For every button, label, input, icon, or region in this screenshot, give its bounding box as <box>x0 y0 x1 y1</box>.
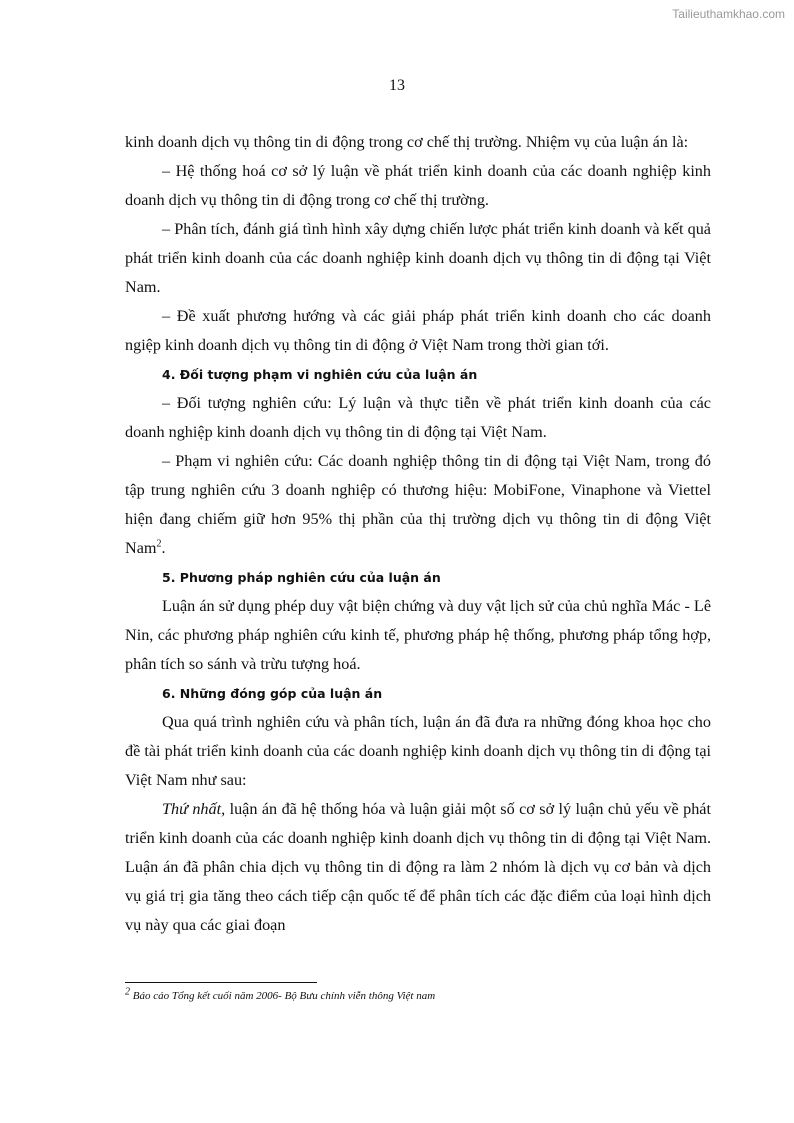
paragraph-task-3: – Đề xuất phương hướng và các giải pháp phát triển kinh doanh cho các doanh ngiệp kinh doanh dịch vụ thông tin di động ở Việt Nam trong thời gian tới. <box>125 307 711 354</box>
footnote-divider <box>125 982 317 983</box>
footnote-reference: 2 <box>156 538 162 550</box>
paragraph-task-2: – Phân tích, đánh giá tình hình xây dựng chiến lược phát triển kinh doanh và kết quả phát triển kinh doanh của các doanh nghiệp kinh doanh dịch vụ thông tin di động tại Việt Nam. <box>125 220 711 296</box>
watermark: Tailieuthamkhao.com <box>672 7 785 21</box>
document-body <box>125 128 711 940</box>
first-contribution-lead: Thứ nhất, <box>162 800 226 818</box>
paragraph-research-object: – Đối tượng nghiên cứu: Lý luận và thực tiễn về phát triển kinh doanh của các doanh nghiệp kinh doanh dịch vụ thông tin di động tại Việt Nam. <box>125 394 711 441</box>
research-scope-end: . <box>161 539 166 557</box>
paragraph-intro: kinh doanh dịch vụ thông tin di động trong cơ chế thị trường. Nhiệm vụ của luận án là: <box>125 133 689 151</box>
paragraph-first-contribution <box>125 795 711 940</box>
footnote-text: Báo cáo Tổng kết cuối năm 2006- Bộ Bưu chính viễn thông Việt nam <box>130 990 436 1002</box>
page-number: 13 <box>389 77 405 94</box>
section-heading-5: 5. Phương pháp nghiên cứu của luận án <box>162 570 441 585</box>
footnote <box>125 986 436 1002</box>
first-contribution-text: luận án đã hệ thống hóa và luận giải một số cơ sở lý luận chủ yếu về phát triển kinh doanh của các doanh nghiệp kinh doanh dịch vụ thông tin di động tại Việt Nam. Luận án đã phân chia dịch vụ thông tin di động ra làm 2 nhóm là dịch vụ cơ bản và dịch vụ giá trị gia tăng theo cách tiếp cận quốc tế để phân tích các đặc điểm của loại hình dịch vụ này qua các giai đoạn <box>125 800 711 934</box>
paragraph-methods: Luận án sử dụng phép duy vật biện chứng và duy vật lịch sử của chủ nghĩa Mác - Lê Nin, các phương pháp nghiên cứu kinh tế, phương pháp hệ thống, phương pháp tổng hợp, phân tích so sánh và trừu tượng hoá. <box>125 597 711 673</box>
paragraph-contributions: Qua quá trình nghiên cứu và phân tích, luận án đã đưa ra những đóng khoa học cho đề tài phát triển kinh doanh của các doanh nghiệp kinh doanh dịch vụ thông tin di động tại Việt Nam như sau: <box>125 713 711 789</box>
paragraph-research-scope <box>125 447 711 563</box>
section-heading-4: 4. Đối tượng phạm vi nghiên cứu của luận án <box>162 367 478 382</box>
research-scope-text: – Phạm vi nghiên cứu: Các doanh nghiệp thông tin di động tại Việt Nam, trong đó tập trung nghiên cứu 3 doanh nghiệp có thương hiệu: MobiFone, Vinaphone và Viettel hiện đang chiếm giữ hơn 95% thị phần của thị trường dịch vụ thông tin di động Việt Nam <box>125 452 711 557</box>
section-heading-6: 6. Những đóng góp của luận án <box>162 686 383 701</box>
paragraph-task-1: – Hệ thống hoá cơ sở lý luận về phát triển kinh doanh của các doanh nghiệp kinh doanh dịch vụ thông tin di động trong cơ chế thị trường. <box>125 162 711 209</box>
footnote-number: 2 <box>125 986 130 998</box>
